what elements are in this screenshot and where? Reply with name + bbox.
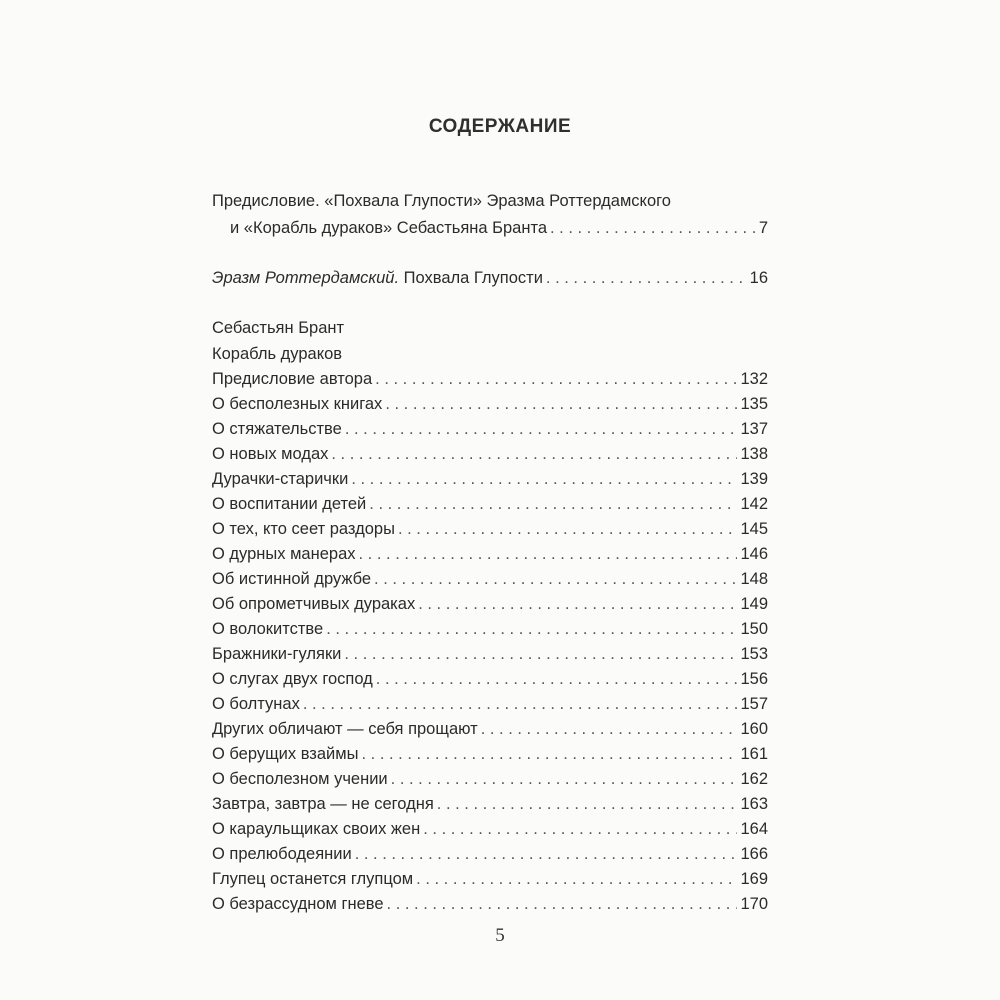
toc-page-number: 157: [740, 695, 768, 713]
dot-leader: [550, 217, 756, 239]
toc-entry: [212, 493, 768, 515]
toc-page-number: 137: [740, 420, 768, 438]
toc-entry-title: Глупец останется глупцом: [212, 870, 414, 888]
toc-page-number: 153: [740, 645, 768, 663]
toc-entry-title: Предисловие. «Похвала Глупости» Эразма Роттердамского: [212, 192, 671, 210]
toc-page-number: 139: [740, 470, 768, 488]
toc-entry: [212, 543, 768, 565]
dot-leader: [355, 843, 738, 865]
toc-page-number: 146: [740, 545, 768, 563]
toc-entry: [212, 518, 768, 540]
toc-entry-title: Предисловие автора: [212, 370, 373, 388]
toc-page-number: 132: [740, 370, 768, 388]
toc-page-number: 135: [740, 395, 768, 413]
toc-entry-title: [212, 267, 543, 289]
toc-brant-author: [212, 317, 768, 339]
dot-leader: [437, 793, 738, 815]
toc-preface-line1: [212, 190, 768, 212]
toc-entry: [212, 818, 768, 840]
toc-page-number: 16: [749, 269, 768, 287]
toc-work: Похвала Глупости: [399, 269, 543, 287]
dot-leader: [391, 768, 738, 790]
toc-entry: [212, 643, 768, 665]
toc-page-number: 163: [740, 795, 768, 813]
toc-entry-title: Других обличают — себя прощают: [212, 720, 478, 738]
toc-work: Корабль дураков: [212, 345, 343, 363]
toc-page-number: 162: [740, 770, 768, 788]
toc-entry: [212, 743, 768, 765]
dot-leader: [387, 893, 738, 915]
toc-entry-title: Об истинной дружбе: [212, 570, 372, 588]
toc-entry-erasmus: [212, 267, 768, 289]
toc-brant-work: [212, 343, 768, 365]
dot-leader: [546, 267, 747, 289]
dot-leader: [418, 593, 737, 615]
toc-page-number: 7: [758, 219, 768, 237]
page-number-folio: 5: [495, 925, 505, 946]
dot-leader: [351, 468, 737, 490]
dot-leader: [361, 743, 737, 765]
dot-leader: [375, 368, 737, 390]
toc-entry: [212, 668, 768, 690]
toc-entry-title: О берущих взаймы: [212, 745, 359, 763]
toc-entry: [212, 793, 768, 815]
toc-entry: [212, 718, 768, 740]
toc-entry: [212, 468, 768, 490]
toc-entry-title: О безрассудном гневе: [212, 895, 384, 913]
dot-leader: [385, 393, 737, 415]
toc-preface-line2: [212, 217, 768, 239]
toc-entry-title: О бесполезных книгах: [212, 395, 383, 413]
toc-entry: [212, 368, 768, 390]
toc-entry-title: О прелюбодеянии: [212, 845, 352, 863]
toc-page-number: 170: [740, 895, 768, 913]
toc-entry: [212, 768, 768, 790]
dot-leader: [344, 643, 737, 665]
dot-leader: [423, 818, 737, 840]
dot-leader: [374, 568, 737, 590]
toc-page-number: 169: [740, 870, 768, 888]
dot-leader: [369, 493, 737, 515]
toc-entry: [212, 418, 768, 440]
toc-entry-title: О болтунах: [212, 695, 300, 713]
page-title: СОДЕРЖАНИЕ: [428, 116, 572, 137]
toc-entry: [212, 868, 768, 890]
dot-leader: [416, 868, 737, 890]
toc-entry: [212, 443, 768, 465]
toc-entry-title: Бражники-гуляки: [212, 645, 342, 663]
toc-entry-title: О новых модах: [212, 445, 329, 463]
dot-leader: [331, 443, 737, 465]
toc-page-number: 160: [740, 720, 768, 738]
toc-entry-title: О слугах двух господ: [212, 670, 373, 688]
toc-page-number: 149: [740, 595, 768, 613]
toc-entry: [212, 893, 768, 915]
toc-author: Эразм Роттердамский.: [212, 269, 400, 287]
dot-leader: [398, 518, 738, 540]
toc-entry-title: О бесполезном учении: [212, 770, 388, 788]
toc-entry-title: Об опрометчивых дураках: [212, 595, 416, 613]
toc-page-number: 145: [740, 520, 768, 538]
toc-page-number: 150: [740, 620, 768, 638]
dot-leader: [376, 668, 738, 690]
toc-page-number: 164: [740, 820, 768, 838]
toc-entry-title: О караульщиках своих жен: [212, 820, 421, 838]
dot-leader: [359, 543, 738, 565]
toc-entry: [212, 593, 768, 615]
toc-author: Себастьян Брант: [212, 319, 345, 337]
toc-entry: [212, 693, 768, 715]
toc-entry: [212, 618, 768, 640]
toc-entry-title: О стяжательстве: [212, 420, 342, 438]
toc-entry: [212, 393, 768, 415]
toc-entry-title: О тех, кто сеет раздоры: [212, 520, 395, 538]
toc-page-number: 156: [740, 670, 768, 688]
dot-leader: [326, 618, 737, 640]
dot-leader: [345, 418, 738, 440]
toc-entry: [212, 843, 768, 865]
toc-page-number: 161: [740, 745, 768, 763]
toc-entry-title: О воспитании детей: [212, 495, 367, 513]
toc-page-number: 148: [740, 570, 768, 588]
toc-entry: [212, 568, 768, 590]
toc-page-number: 138: [740, 445, 768, 463]
toc-entry-title: О волокитстве: [212, 620, 324, 638]
toc-page-number: 166: [740, 845, 768, 863]
dot-leader: [303, 693, 738, 715]
toc-entry-title: О дурных манерах: [212, 545, 356, 563]
toc-entry-title: и «Корабль дураков» Себастьяна Бранта: [230, 219, 547, 237]
toc-page-number: 142: [740, 495, 768, 513]
toc-entry-title: Дурачки-старички: [212, 470, 349, 488]
toc-entry-title: Завтра, завтра — не сегодня: [212, 795, 434, 813]
dot-leader: [481, 718, 738, 740]
